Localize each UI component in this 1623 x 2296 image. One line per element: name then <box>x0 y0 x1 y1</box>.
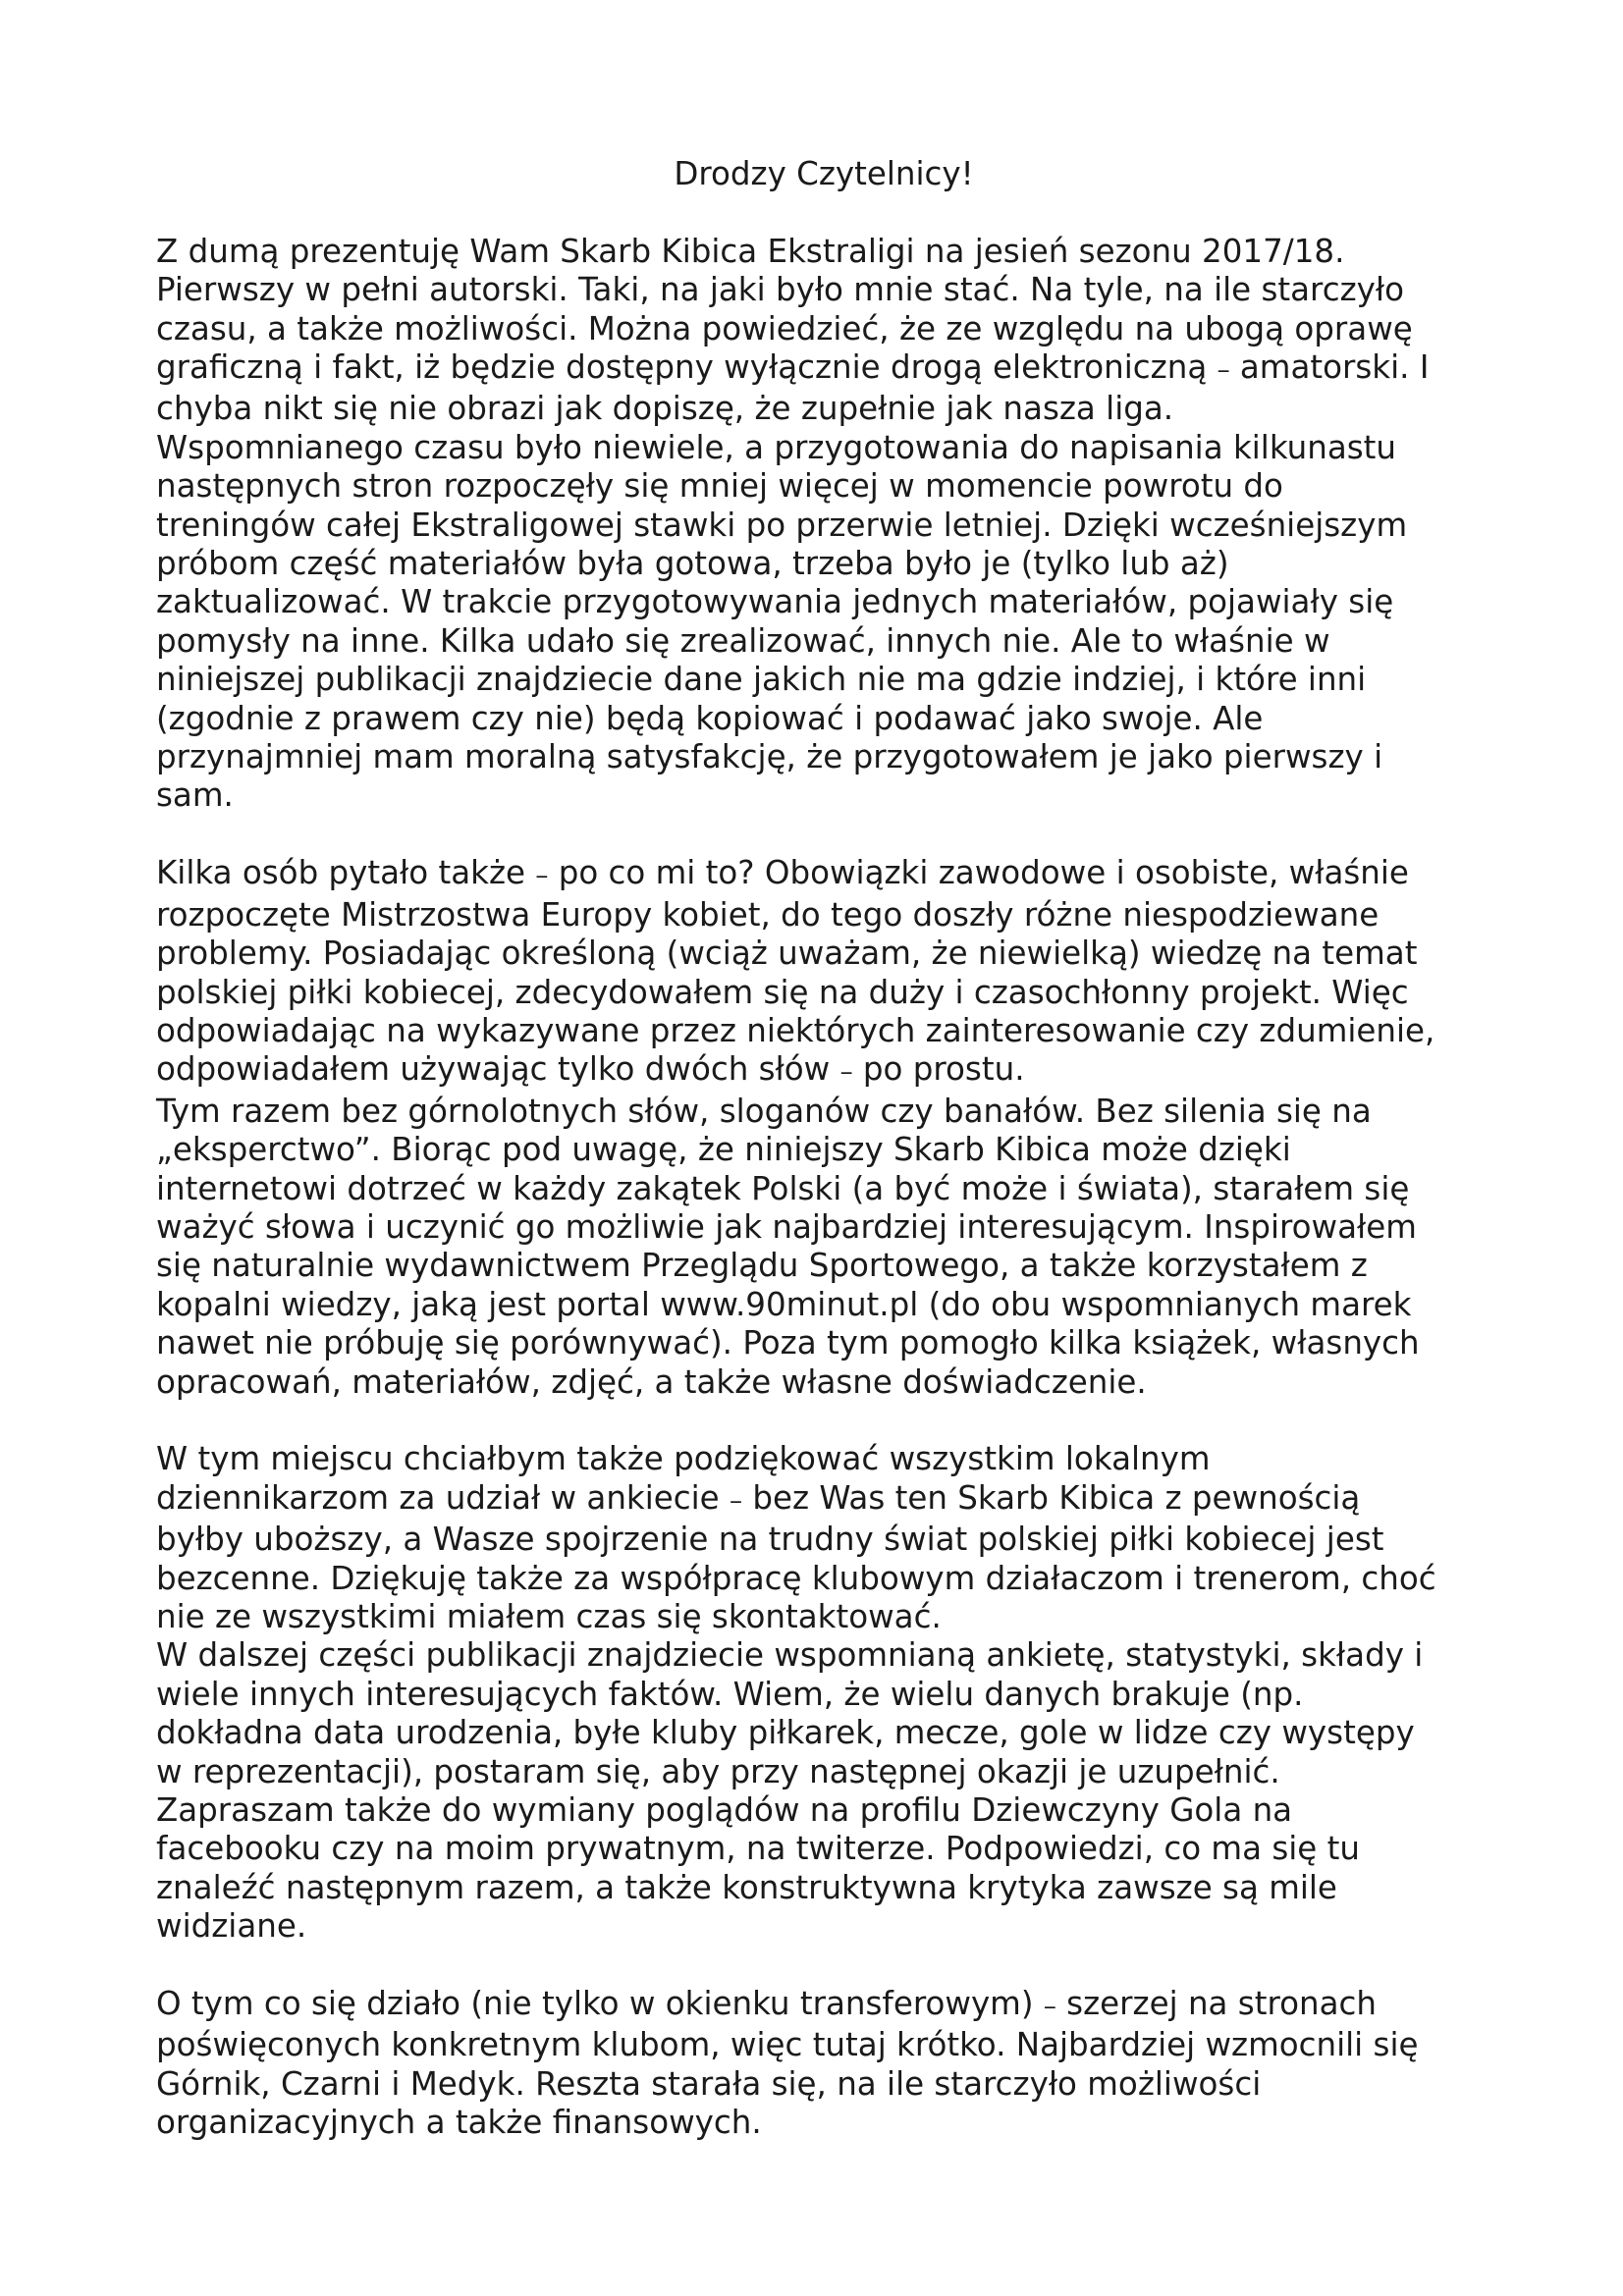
text-line: W tym miejscu chciałbym także podziękować wszystkim lokalnym <box>156 1440 1211 1478</box>
text-line: wiele innych interesujących faktów. Wiem, że wielu danych brakuje (np. <box>156 1675 1304 1713</box>
paragraph <box>156 854 1491 1402</box>
text-line: dziennikarzom za udział w ankiecie – bez Was ten Skarb Kibica z pewnością <box>156 1478 1361 1517</box>
text-line: odpowiadając na wykazywane przez niektórych zainteresowanie czy zdumienie, <box>156 1011 1435 1049</box>
text-line: dokładna data urodzenia, byłe kluby piłkarek, mecze, gole w lidze czy występy <box>156 1714 1415 1752</box>
en-dash: – <box>1043 1992 1056 2022</box>
paragraph-spacer <box>156 816 1491 854</box>
text-line: sam. <box>156 776 234 815</box>
text-line: O tym co się działo (nie tylko w okienku transferowym) – szerzej na stronach <box>156 1985 1377 2023</box>
page-title: Drodzy Czytelnicy! <box>674 155 974 192</box>
text-line: facebooku czy na moim prywatnym, na twiterze. Podpowiedzi, co ma się tu <box>156 1830 1360 1868</box>
paragraph <box>156 233 1491 816</box>
text-line: treningów całej Ekstraligowej stawki po przerwie letniej. Dzięki wcześniejszym <box>156 506 1408 544</box>
text-line: Pierwszy w pełni autorski. Taki, na jaki było mnie stać. Na tyle, na ile starczyło <box>156 271 1404 309</box>
paragraphs <box>156 233 1491 2143</box>
text-line: pomysły na inne. Kilka udało się zrealizować, innych nie. Ale to właśnie w <box>156 621 1330 660</box>
text-line: nie ze wszystkimi miałem czas się skontaktować. <box>156 1597 942 1635</box>
spacer <box>156 193 1491 232</box>
text-line: czasu, a także możliwości. Można powiedzieć, że ze względu na ubogą oprawę <box>156 309 1413 347</box>
paragraph <box>156 1440 1491 1946</box>
text-line: Górnik, Czarni i Medyk. Reszta starała się, na ile starczyło możliwości <box>156 2064 1262 2103</box>
text-line: (zgodnie z prawem czy nie) będą kopiować i podawać jako swoje. Ale <box>156 699 1264 737</box>
text-line: znaleźć następnym razem, a także konstruktywna krytyka zawsze są mile <box>156 1868 1337 1906</box>
text-line: próbom część materiałów była gotowa, trzeba było je (tylko lub aż) <box>156 545 1229 583</box>
text-line: Z dumą prezentuję Wam Skarb Kibica Ekstraligi na jesień sezonu 2017/18. <box>156 232 1345 270</box>
text-line: Tym razem bez górnolotnych słów, sloganów czy banałów. Bez silenia się na <box>156 1092 1372 1130</box>
document-body <box>156 155 1491 2143</box>
text-line: niniejszej publikacji znajdziecie dane jakich nie ma gdzie indziej, i które inni <box>156 661 1367 699</box>
text-line: ważyć słowa i uczynić go możliwie jak najbardziej interesującym. Inspirowałem <box>156 1207 1417 1246</box>
text-line: „eksperctwo”. Biorąc pod uwagę, że niniejszy Skarb Kibica może dzięki <box>156 1131 1291 1169</box>
text-line: następnych stron rozpoczęły się mniej więcej w momencie powrotu do <box>156 467 1283 506</box>
en-dash: – <box>839 1057 853 1088</box>
text-line: w reprezentacji), postaram się, aby przy następnej okazji je uzupełnić. <box>156 1752 1280 1790</box>
text-line: kopalni wiedzy, jaką jest portal www.90minut.pl (do obu wspomnianych marek <box>156 1285 1412 1323</box>
text-line: przynajmniej mam moralną satysfakcję, że przygotowałem je jako pierwszy i <box>156 738 1383 776</box>
text-line: się naturalnie wydawnictwem Przeglądu Sportowego, a także korzystałem z <box>156 1247 1368 1285</box>
text-line: nawet nie próbuję się porównywać). Poza tym pomogło kilka książek, własnych <box>156 1324 1420 1362</box>
text-line: graficzną i fakt, iż będzie dostępny wyłącznie drogą elektroniczną – amatorski. I <box>156 348 1430 387</box>
text-line: widziane. <box>156 1907 307 1946</box>
paragraph <box>156 1985 1491 2143</box>
en-dash: – <box>730 1485 743 1516</box>
paragraph-spacer <box>156 1402 1491 1440</box>
text-line: opracowań, materiałów, zdjęć, a także własne doświadczenie. <box>156 1362 1147 1401</box>
text-line: Kilka osób pytało także – po co mi to? Obowiązki zawodowe i osobiste, właśnie <box>156 854 1409 892</box>
text-line: bezcenne. Dziękuję także za współpracę klubowym działaczom i trenerom, choć <box>156 1559 1436 1597</box>
text-line: zaktualizować. W trakcie przygotowywania jednych materiałów, pojawiały się <box>156 583 1394 621</box>
paragraph-spacer <box>156 1947 1491 1985</box>
text-line: rozpoczęte Mistrzostwa Europy kobiet, do tego doszły różne niespodziewane <box>156 895 1380 934</box>
text-line: chyba nikt się nie obrazi jak dopiszę, że zupełnie jak nasza liga. <box>156 390 1174 428</box>
text-line: organizacyjnych a także finansowych. <box>156 2104 762 2142</box>
text-line: Zapraszam także do wymiany poglądów na profilu Dziewczyny Gola na <box>156 1791 1293 1830</box>
en-dash: – <box>535 861 549 891</box>
text-line: poświęconych konkretnym klubom, więc tutaj krótko. Najbardziej wzmocnili się <box>156 2026 1419 2064</box>
text-line: internetowi dotrzeć w każdy zakątek Polski (a być może i świata), starałem się <box>156 1169 1410 1207</box>
text-line: W dalszej części publikacji znajdziecie wspomnianą ankietę, statystyki, składy i <box>156 1636 1424 1675</box>
text-line: odpowiadałem używając tylko dwóch słów – po prostu. <box>156 1050 1025 1089</box>
text-line: problemy. Posiadając określoną (wciąż uważam, że niewielką) wiedzę na temat <box>156 934 1418 973</box>
text-line: polskiej piłki kobiecej, zdecydowałem się na duży i czasochłonny projekt. Więc <box>156 973 1409 1011</box>
en-dash: – <box>1217 355 1230 386</box>
text-line: byłby uboższy, a Wasze spojrzenie na trudny świat polskiej piłki kobiecej jest <box>156 1521 1384 1559</box>
text-line: Wspomnianego czasu było niewiele, a przygotowania do napisania kilkunastu <box>156 428 1397 466</box>
